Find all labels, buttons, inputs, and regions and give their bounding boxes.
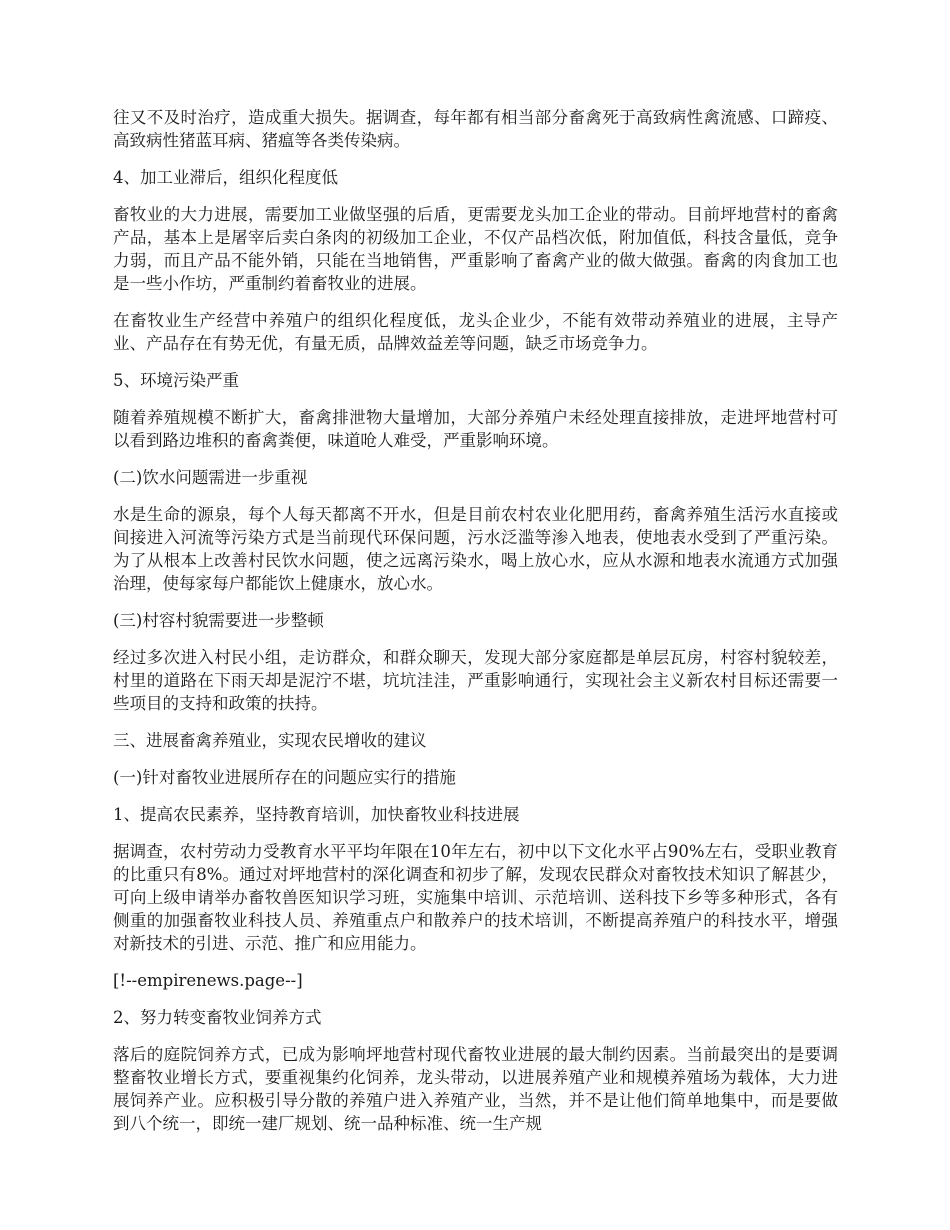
heading-section-three: 三、进展畜禽养殖业，实现农民增收的建议 [113, 731, 427, 750]
paragraph-feeding-method: 落后的庭院饲养方式，已成为影响坪地营村现代畜牧业进展的最大制约因素。当前最突出的是要调整畜牧业增长方式，要重视集约化饲养，龙头带动，以进展养殖产业和规模养殖场为载体，大力进展饲养产业。应积极引导分散的养殖户进入养殖产业，当然，并不是让他们简单地集中，而是要做到八个统一，即统一建厂规划、统一品种标准、统一生产规 [113, 1045, 838, 1133]
paragraph-drinking-water: 水是生命的源泉，每个人每天都离不开水，但是目前农村农业化肥用药，畜禽养殖生活污水直接或间接进入河流等污染方式是当前现代环保问题，污水泛滥等渗入地表，使地表水受到了严重污染。为了从根本上改善村民饮水问题，使之远离污染水，喝上放心水，应从水源和地表水流通方式加强治理，使每家每户都能饮上健康水，放心水。 [113, 505, 838, 593]
document-page [113, 106, 838, 1149]
paragraph-disease-losses: 往又不及时治疗，造成重大损失。据调查，每年都有相当部分畜禽死于高致病性禽流感、口蹄疫、高致病性猪蓝耳病、猪瘟等各类传染病。 [113, 108, 838, 150]
heading-processing-lag: 4、加工业滞后，组织化程度低 [113, 168, 338, 187]
paragraph-organization-level: 在畜牧业生产经营中养殖户的组织化程度低，龙头企业少，不能有效带动养殖业的进展，主导产业、产品存在有势无优，有量无质，品牌效益差等问题，缺乏市场竞争力。 [113, 311, 838, 353]
paragraph-processing-industry: 畜牧业的大力进展，需要加工业做坚强的后盾，更需要龙头加工企业的带动。目前坪地营村的畜禽产品，基本上是屠宰后卖白条肉的初级加工企业，不仅产品档次低，附加值低，科技含量低，竞争力弱，而且产品不能外销，只能在当地销售，严重影响了畜禽产业的做大做强。畜禽的肉食加工也是一些小作坊，严重制约着畜牧业的进展。 [113, 205, 838, 293]
heading-village-appearance: (三)村容村貌需要进一步整顿 [113, 611, 324, 630]
page-break-marker: [!--empirenews.page--] [113, 971, 303, 990]
heading-pollution: 5、环境污染严重 [113, 371, 239, 390]
paragraph-education-training: 据调查，农村劳动力受教育水平平均年限在10年左右，初中以下文化水平占90%左右，受职业教育的比重只有8%。通过对坪地营村的深化调查和初步了解，发现农民群众对畜牧技术知识了解甚少，可向上级申请举办畜牧兽医知识学习班，实施集中培训、示范培训、送科技下乡等多种形式，各有侧重的加强畜牧业科技人员、养殖重点户和散养户的技术培训，不断提高养殖户的科技水平，增强对新技术的引进、示范、推广和应用能力。 [113, 842, 838, 953]
heading-drinking-water: (二)饮水问题需进一步重视 [113, 468, 308, 487]
heading-measures: (一)针对畜牧业进展所存在的问题应实行的措施 [113, 768, 456, 787]
heading-education-training: 1、提高农民素养，坚持教育培训，加快畜牧业科技进展 [113, 805, 520, 824]
paragraph-village-appearance: 经过多次进入村民小组，走访群众，和群众聊天，发现大部分家庭都是单层瓦房，村容村貌较差，村里的道路在下雨天却是泥泞不堪，坑坑洼洼，严重影响通行，实现社会主义新农村目标还需要一些项目的支持和政策的扶持。 [113, 648, 838, 713]
heading-feeding-method: 2、努力转变畜牧业饲养方式 [113, 1008, 322, 1027]
paragraph-pollution: 随着养殖规模不断扩大，畜禽排泄物大量增加，大部分养殖户未经处理直接排放，走进坪地营村可以看到路边堆积的畜禽粪便，味道呛人难受，严重影响环境。 [113, 408, 838, 450]
